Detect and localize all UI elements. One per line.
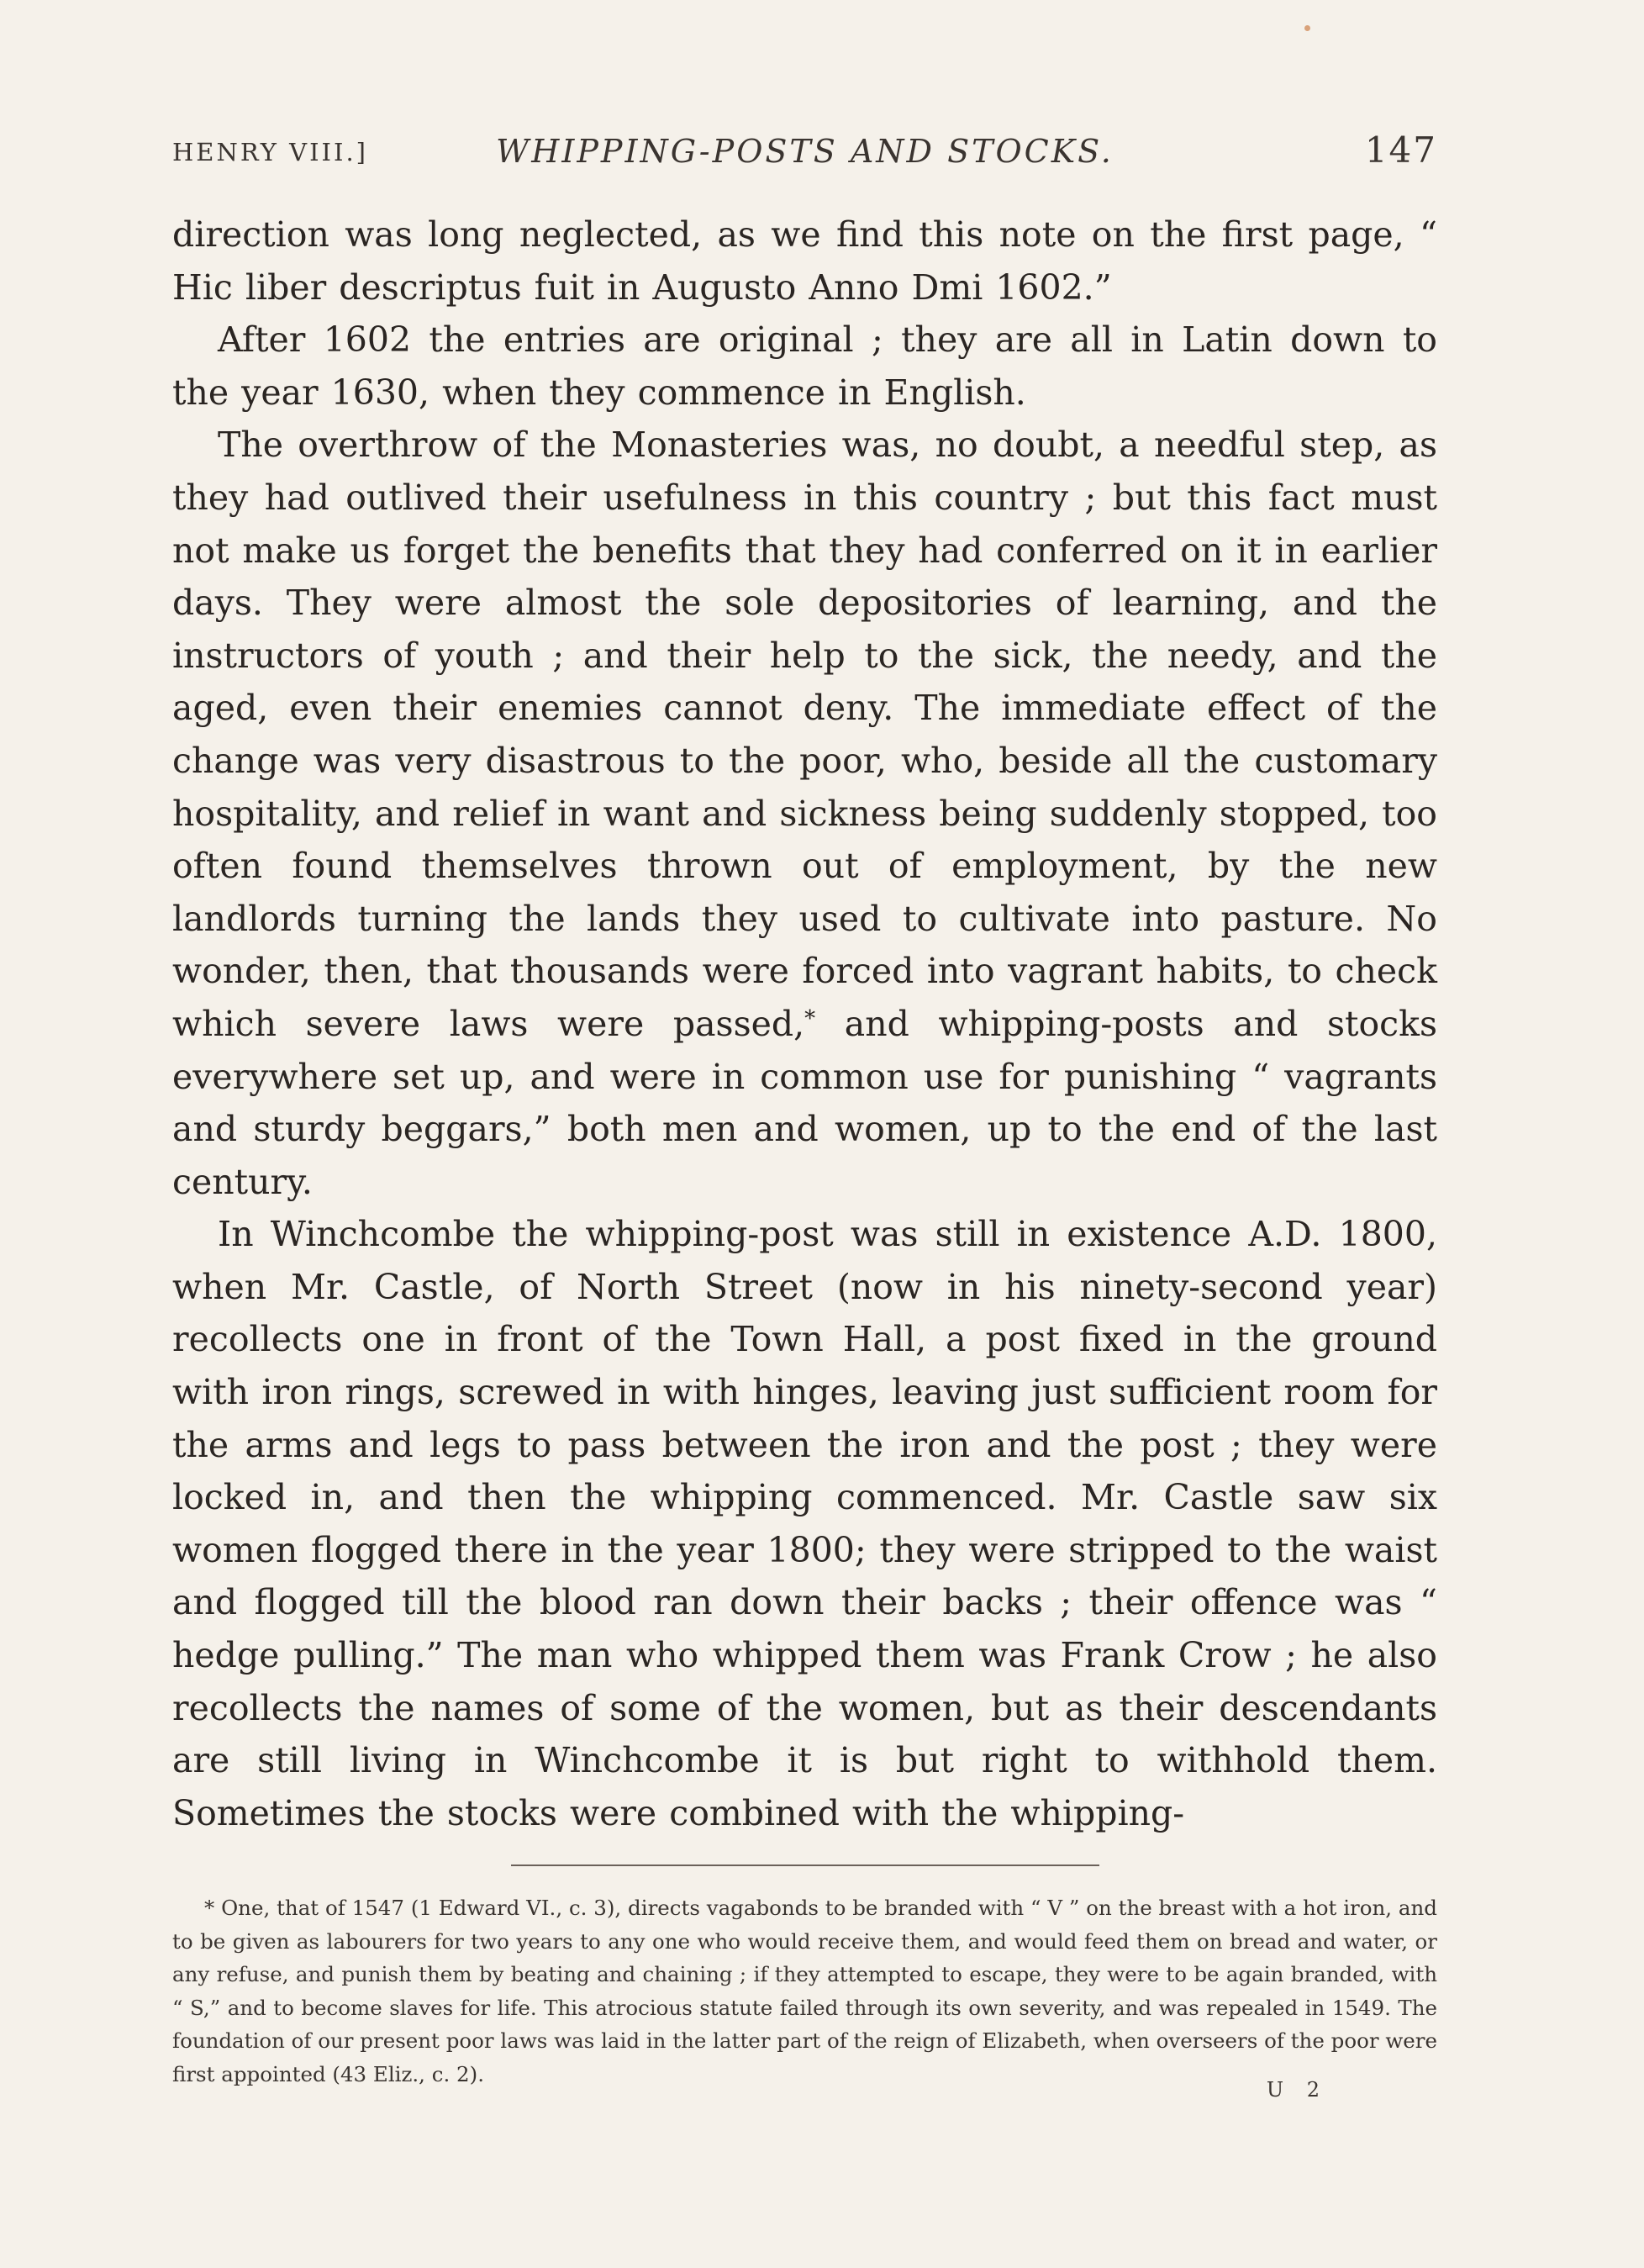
paragraph-1: direction was long neglected, as we find this note on the first page, “ Hic liber descriptus fuit in Augusto Anno Dmi 1602.”	[172, 214, 1437, 308]
footnote-rule	[511, 1865, 1099, 1866]
paper-speck	[1304, 25, 1310, 31]
paragraph-4-text: In Winchcombe the whipping-post was still in existence	[218, 1214, 1249, 1255]
paragraph-4-text-continued: 1800, when Mr. Castle, of North Street (now in his ninety-second year) recollects one in front of the Town Hall, a post fixed in the ground with iron rings, screwed in with hinges, leaving just sufficient room for the arms and legs to pass between the iron and the post ; they were locked in, and then the whipping commenced. Mr. Castle saw six women flogged there in the year 1800; they were stripped to the waist and flogged till the blood ran down their backs ; their offence was “ hedge pulling.” The man who whipped them was Frank Crow ; he also recollects the names of some of the women, but as their descendants are still living in Winchcombe it is but right to withhold them. Sometimes the stocks were combined with the whipping-	[172, 1214, 1437, 1833]
paragraph-3-text-continued: and whipping-posts and stocks everywhere set up, and were in common use for punishing “ vagrants and sturdy beggars,” both men and women, up to the end of the last century.	[172, 1003, 1437, 1202]
paragraph-4	[172, 1208, 1437, 1839]
footnote-text: * One, that of 1547 (1 Edward VI., c. 3), directs vagabonds to be branded with “ V ” on the breast with a hot iron, and to be given as labourers for two years to any one who would receive them, and would feed them on bread and water, or any refuse, and punish them by beating and chaining ; if they attempted to escape, they were to be again branded, with “ S,” and to become slaves for life. This atrocious statute failed through its own severity, and was repealed in 1549. The foundation of our present poor laws was laid in the latter part of the reign of Elizabeth, when overseers of the poor were first appointed (43 Eliz., c. 2).	[172, 1896, 1437, 2086]
footnote	[172, 1891, 1437, 2091]
footnote-marker: *	[804, 1005, 816, 1031]
running-head	[172, 126, 1437, 177]
running-head-title: WHIPPING-POSTS AND STOCKS.	[496, 133, 1114, 170]
body-text	[172, 208, 1437, 1839]
signature-mark: U 2	[1266, 2078, 1328, 2102]
page-number: 147	[1364, 129, 1437, 171]
running-head-left: HENRY VIII.]	[172, 138, 368, 166]
paragraph-3	[172, 419, 1437, 1208]
book-page	[172, 126, 1437, 2228]
paragraph-3-text: The overthrow of the Monasteries was, no doubt, a needful step, as they had outlived their usefulness in this country ; but this fact must not make us forget the benefits that they had conferred on it in earlier days. They were almost the sole depositories of learning, and the instructors of youth ; and their help to the sick, the needy, and the aged, even their enemies cannot deny. The immediate effect of the change was very disastrous to the poor, who, beside all the customary hospitality, and relief in want and sickness being suddenly stopped, too often found themselves thrown out of employment, by the new landlords turning the lands they used to cultivate into pasture. No wonder, then, that thousands were forced into vagrant habits, to check which severe laws were passed,	[172, 425, 1437, 1044]
paragraph-2: After 1602 the entries are original ; they are all in Latin down to the year 1630, when they commence in English.	[172, 319, 1437, 413]
anno-domini: A.D.	[1248, 1214, 1322, 1255]
